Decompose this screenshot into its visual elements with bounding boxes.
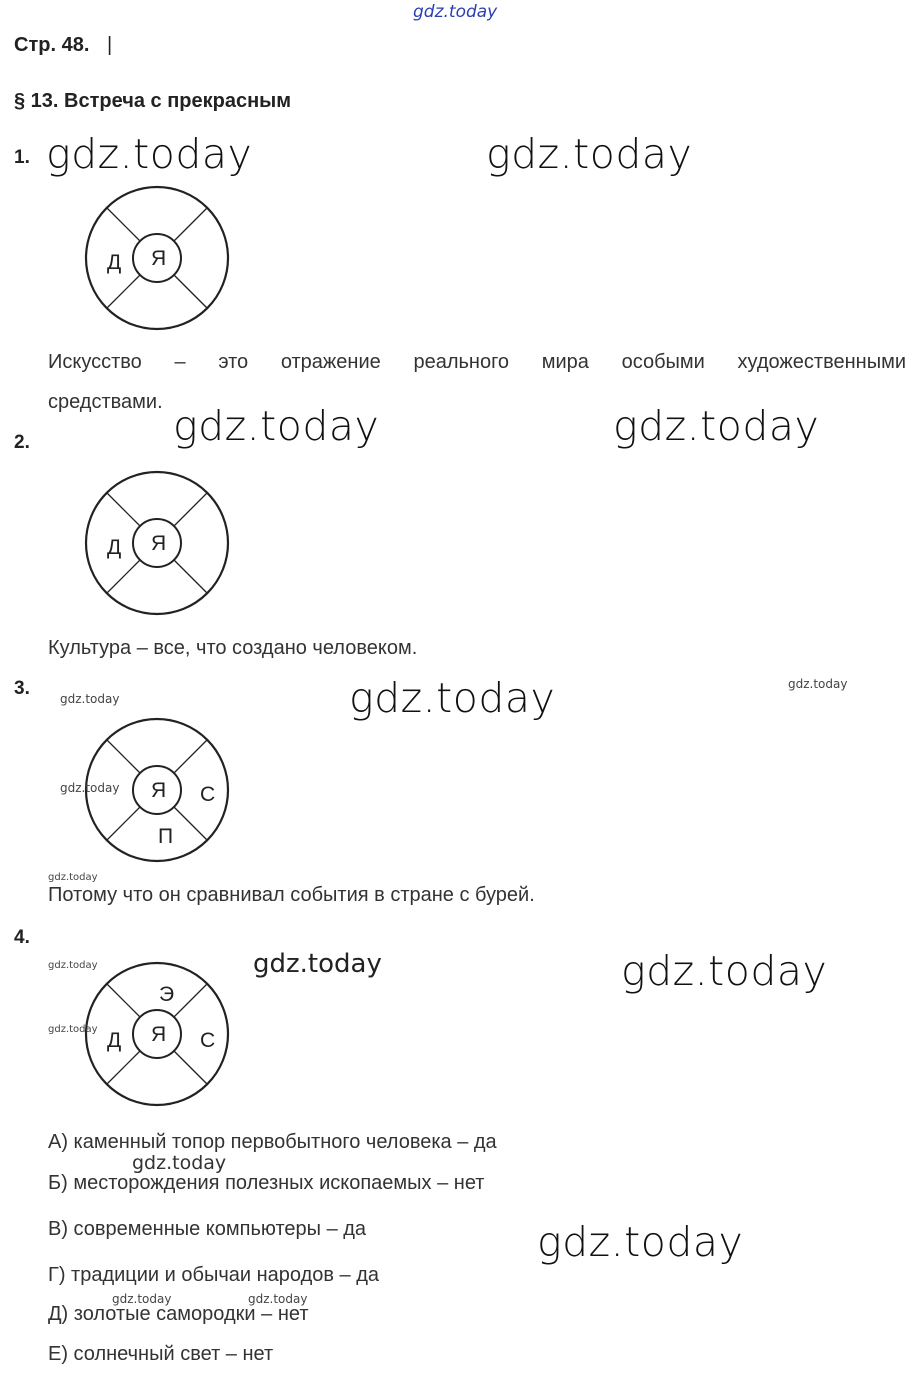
watermark: gdz.today	[48, 960, 98, 971]
task-4-number: 4.	[14, 927, 30, 948]
watermark: gdz.today	[248, 1292, 308, 1306]
diagram-right-label: С	[200, 783, 216, 806]
task-1-diagram	[84, 187, 230, 333]
answer-d: Д) золотые самородки – нет	[48, 1303, 309, 1325]
task-2-number: 2.	[14, 432, 30, 453]
watermark: gdz.today	[621, 947, 828, 995]
diagram-bottom-label: П	[158, 825, 174, 848]
task-3-text: Потому что он сравнивал события в стране с бурей.	[48, 884, 535, 906]
section-title: § 13. Встреча с прекрасным	[14, 90, 292, 112]
watermark: gdz.today	[112, 1292, 172, 1306]
watermark: gdz.today	[132, 1152, 227, 1174]
page-label: Стр. 48.	[14, 34, 90, 56]
diagram-center-label: Я	[151, 532, 167, 555]
answer-g: Г) традиции и обычаи народов – да	[48, 1264, 380, 1286]
watermark: gdz.today	[486, 130, 693, 178]
diagram-left-label: Д	[107, 251, 122, 274]
watermark: gdz.today	[788, 677, 848, 691]
diagram-center-label: Я	[151, 247, 167, 270]
answer-v: В) современные компьютеры – да	[48, 1218, 367, 1240]
diagram-top-label: Э	[159, 983, 175, 1006]
task-3-number: 3.	[14, 678, 30, 699]
watermark: gdz.today	[60, 692, 120, 706]
answer-a: А) каменный топор первобытного человека – да	[48, 1131, 497, 1153]
cursor-mark: |	[107, 34, 113, 56]
task-4-diagram	[84, 963, 230, 1109]
answer-e: Е) солнечный свет – нет	[48, 1343, 274, 1365]
watermark: gdz.today	[48, 872, 98, 883]
watermark: gdz.today	[46, 130, 253, 178]
watermark: gdz.today	[48, 1024, 98, 1035]
task-1-text-line1: Искусство – это отражение реального мира особыми художественными	[48, 351, 906, 373]
watermark: gdz.today	[349, 674, 556, 722]
task-2-text: Культура – все, что создано человеком.	[48, 637, 418, 659]
diagram-center-label: Я	[151, 779, 167, 802]
diagram-left-label: Д	[107, 1029, 122, 1052]
watermark: gdz.today	[60, 781, 120, 795]
watermark: gdz.today	[173, 402, 380, 450]
task-1-text-line2: средствами.	[48, 391, 163, 413]
task-2-diagram	[84, 472, 230, 618]
watermark: gdz.today	[613, 402, 820, 450]
diagram-center-label: Я	[151, 1023, 167, 1046]
diagram-right-label: С	[200, 1029, 216, 1052]
answer-b: Б) месторождения полезных ископаемых – нет	[48, 1172, 485, 1194]
task-1-number: 1.	[14, 147, 30, 168]
top-watermark: gdz.today	[413, 2, 498, 22]
watermark: gdz.today	[537, 1218, 744, 1266]
diagram-left-label: Д	[107, 536, 122, 559]
watermark: gdz.today	[253, 949, 382, 979]
